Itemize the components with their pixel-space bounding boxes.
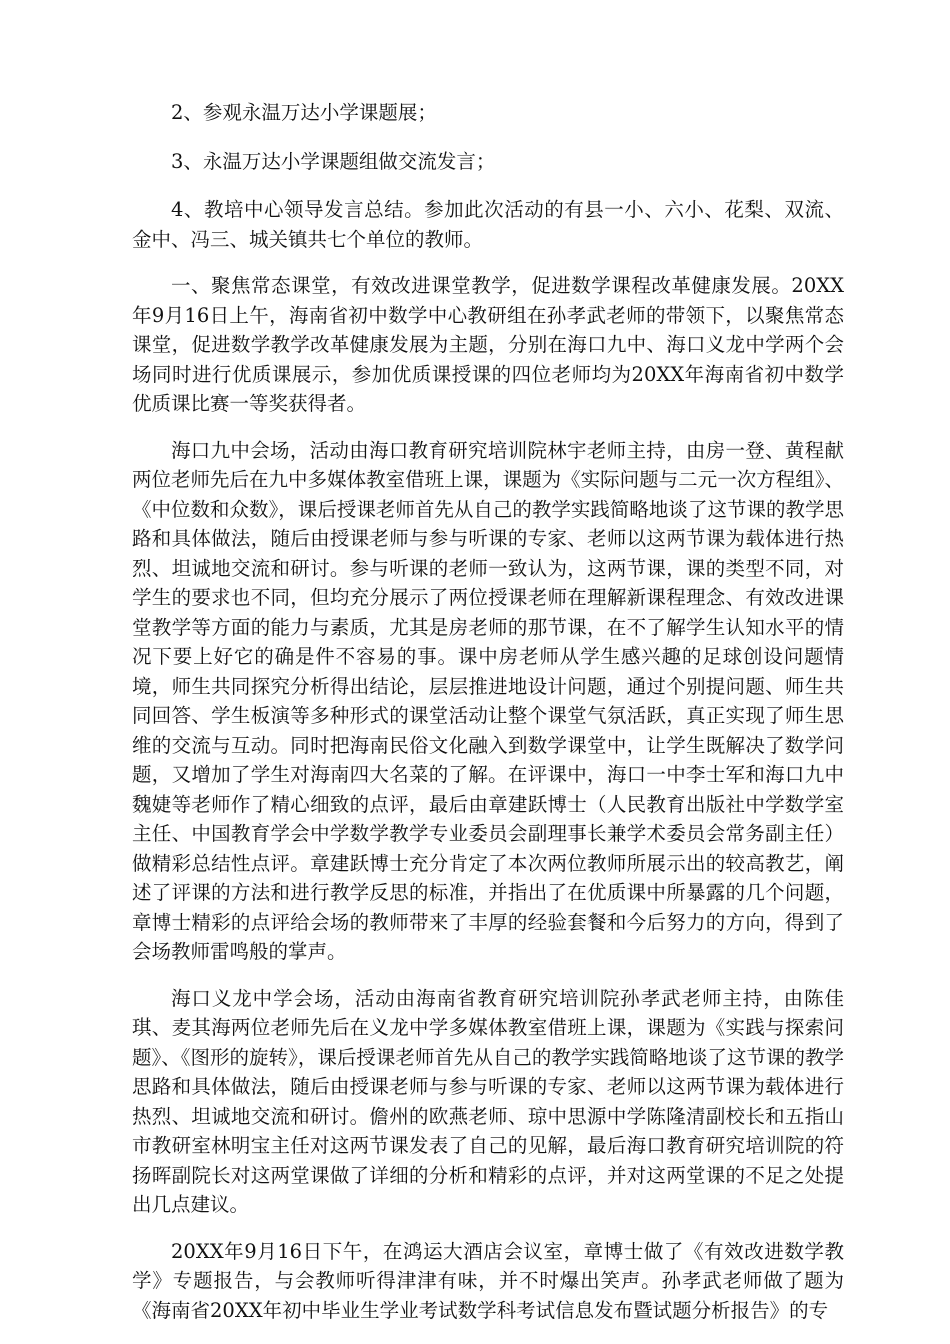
list-item-3: 3、永温万达小学课题组做交流发言； xyxy=(171,149,496,173)
haikou-ninth-school-paragraph: 海口九中会场，活动由海口教育研究培训院林宇老师主持，由房一登、黄程献两位老师先后在九中多媒体教室借班上课，课题为《实际问题与二元一次方程组》、《中位数和众数》，课后授课老师首先从自己的教学实践简略地谈了这节课的教学思路和具体做法，随后由授课老师与参与听课的专家、老师以这两节课为载体进行热烈、坦诚地交流和研讨。参与听课的老师一致认为，这两节课，课的类型不同，对学生的要求也不同，但均充分展示了两位授课老师在理解新课程理念、有效改进课堂教学等方面的能力与素质，尤其是房老师的那节课，在不了解学生认知水平的情况下要上好它的确是件不容易的事。课中房老师从学生感兴趣的足球创设问题情境，师生共同探究分析得出结论，层层推进地设计问题，通过个别提问题、师生共同回答、学生板演等多种形式的课堂活动让整个课堂气氛活跃，真正实现了师生思维的交流与互动。同时把海南民俗文化融入到数学课堂中，让学生既解决了数学问题，又增加了学生对海南四大名菜的了解。在评课中，海口一中李士军和海口九中魏婕等老师作了精心细致的点评，最后由章建跃博士（人民教育出版社中学数学室主任、中国教育学会中学数学教学专业委员会副理事长兼学术委员会常务副主任）做精彩总结性点评。章建跃博士充分肯定了本次两位教师所展示出的较高教艺，阐述了评课的方法和进行教学反思的标准，并指出了在优质课中所暴露的几个问题，章博士精彩的点评给会场的教师带来了丰厚的经验套餐和今后努力的方向，得到了会场教师雷鸣般的掌声。 xyxy=(132,438,844,963)
section-one-paragraph: 一、聚焦常态课堂，有效改进课堂教学，促进数学课程改革健康发展。20XX年9月16日上午，海南省初中数学中心教研组在孙孝武老师的带领下，以聚焦常态课堂，促进数学教学改革健康发展为主题，分别在海口九中、海口义龙中学两个会场同时进行优质课展示，参加优质课授课的四位老师均为20XX年海南省初中数学优质课比赛一等奖获得者。 xyxy=(132,274,844,415)
afternoon-report-paragraph: 20XX年9月16日下午，在鸿运大酒店会议室，章博士做了《有效改进数学教学》专题报告，与会教师听得津津有味，并不时爆出笑声。孙孝武老师做了题为《海南省20XX年初中毕业生学业考试数学科考试信息发布暨试题分析报告》的专 xyxy=(132,1239,844,1322)
list-item-4: 4、教培中心领导发言总结。参加此次活动的有县一小、六小、花梨、双流、金中、冯三、城关镇共七个单位的教师。 xyxy=(132,198,844,251)
document-body xyxy=(132,98,844,1342)
list-item-2: 2、参观永温万达小学课题展； xyxy=(171,101,437,124)
yilong-school-paragraph: 海口义龙中学会场，活动由海南省教育研究培训院孙孝武老师主持，由陈佳琪、麦其海两位老师先后在义龙中学多媒体教室借班上课，课题为《实践与探索问题》、《图形的旋转》，课后授课老师首先从自己的教学实践简略地谈了这节课的教学思路和具体做法，随后由授课老师与参与听课的专家、老师以这两节课为载体进行热烈、坦诚地交流和研讨。儋州的欧燕老师、琼中思源中学陈隆清副校长和五指山市教研室林明宝主任对这两节课发表了自己的见解，最后海口教育研究培训院的符扬晖副院长对这两堂课做了详细的分析和精彩的点评，并对这两堂课的不足之处提出几点建议。 xyxy=(132,986,844,1216)
